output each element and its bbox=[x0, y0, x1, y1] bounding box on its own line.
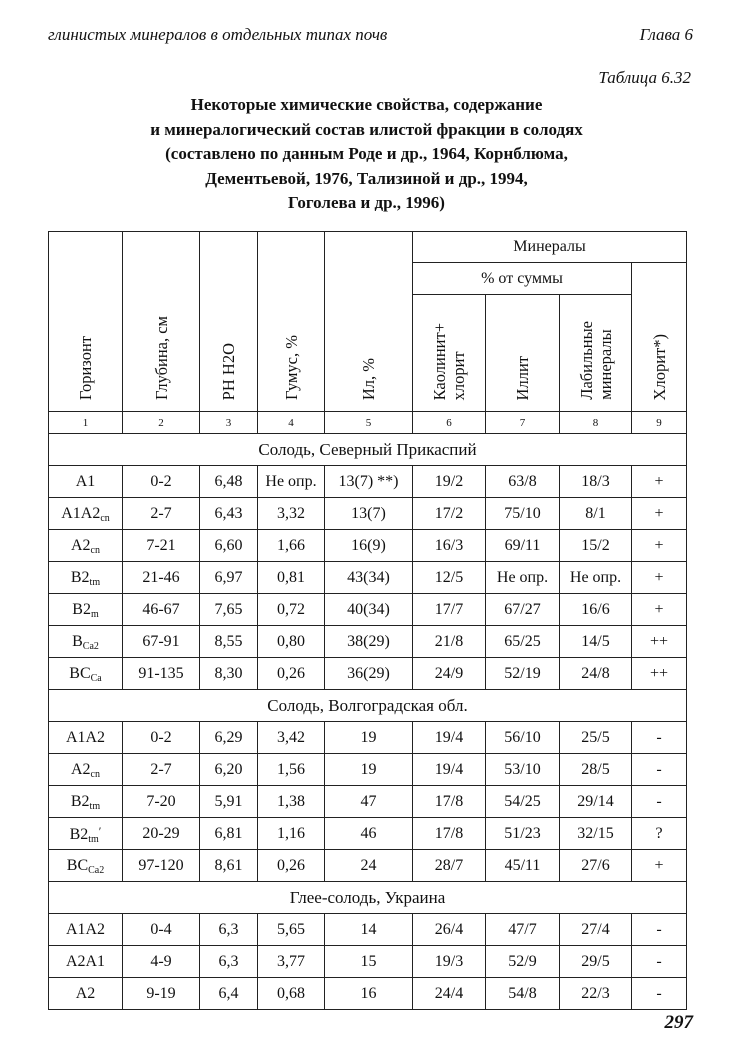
horizon-subscript: Ca2 bbox=[88, 864, 105, 876]
column-number: 4 bbox=[258, 412, 325, 434]
illite-cell: 52/19 bbox=[486, 658, 560, 690]
illite-cell: 75/10 bbox=[486, 498, 560, 530]
labile-cell: 14/5 bbox=[560, 626, 632, 658]
depth-cell: 67-91 bbox=[123, 626, 200, 658]
silt-cell: 15 bbox=[325, 946, 413, 978]
illite-cell: 63/8 bbox=[486, 466, 560, 498]
column-number: 2 bbox=[123, 412, 200, 434]
depth-cell: 9-19 bbox=[123, 978, 200, 1010]
horizon-cell bbox=[49, 754, 123, 786]
horizon-label: A1A2 bbox=[61, 504, 101, 522]
kaolinite-cell: 16/3 bbox=[413, 530, 486, 562]
col-header-kaolinite: Каолинит+ хлорит bbox=[413, 295, 486, 412]
illite-cell: 52/9 bbox=[486, 946, 560, 978]
labile-cell: 25/5 bbox=[560, 722, 632, 754]
column-number: 8 bbox=[560, 412, 632, 434]
table-number: Таблица 6.32 bbox=[598, 68, 691, 87]
depth-cell: 2-7 bbox=[123, 754, 200, 786]
chlorite-cell: + bbox=[632, 850, 687, 882]
horizon-label: A2 bbox=[70, 760, 91, 778]
horizon-label: A1 bbox=[75, 472, 96, 490]
silt-cell: 40(34) bbox=[325, 594, 413, 626]
humus-cell: 1,16 bbox=[258, 818, 325, 850]
humus-cell: 0,80 bbox=[258, 626, 325, 658]
chlorite-cell: + bbox=[632, 530, 687, 562]
horizon-cell bbox=[49, 818, 123, 850]
table-row bbox=[49, 786, 687, 818]
labile-cell: 16/6 bbox=[560, 594, 632, 626]
title-line: Дементьевой, 1976, Тализиной и др., 1994, bbox=[205, 168, 528, 188]
depth-cell: 7-21 bbox=[123, 530, 200, 562]
ph-cell: 6,43 bbox=[200, 498, 258, 530]
kaolinite-cell: 21/8 bbox=[413, 626, 486, 658]
silt-cell: 13(7) bbox=[325, 498, 413, 530]
horizon-label: BC bbox=[66, 856, 89, 874]
horizon-label: A2 bbox=[70, 536, 91, 554]
chlorite-cell: - bbox=[632, 754, 687, 786]
horizon-cell bbox=[49, 850, 123, 882]
table-row bbox=[49, 978, 687, 1010]
chlorite-cell: + bbox=[632, 594, 687, 626]
humus-cell: 0,68 bbox=[258, 978, 325, 1010]
kaolinite-cell: 28/7 bbox=[413, 850, 486, 882]
depth-cell: 4-9 bbox=[123, 946, 200, 978]
chlorite-cell: + bbox=[632, 562, 687, 594]
col-header-chlorite: Хлорит*) bbox=[632, 263, 687, 412]
ph-cell: 7,65 bbox=[200, 594, 258, 626]
horizon-label: B2 bbox=[72, 600, 91, 618]
horizon-cell bbox=[49, 626, 123, 658]
col-header-minerals: Минералы bbox=[413, 232, 687, 263]
silt-cell: 19 bbox=[325, 722, 413, 754]
horizon-subscript: tm bbox=[89, 800, 101, 812]
humus-cell: 0,72 bbox=[258, 594, 325, 626]
illite-cell: 67/27 bbox=[486, 594, 560, 626]
table-row bbox=[49, 498, 687, 530]
kaolinite-cell: 19/4 bbox=[413, 754, 486, 786]
silt-cell: 36(29) bbox=[325, 658, 413, 690]
column-number: 3 bbox=[200, 412, 258, 434]
ph-cell: 6,60 bbox=[200, 530, 258, 562]
illite-cell: 65/25 bbox=[486, 626, 560, 658]
silt-cell: 46 bbox=[325, 818, 413, 850]
kaolinite-cell: 17/7 bbox=[413, 594, 486, 626]
ph-cell: 6,81 bbox=[200, 818, 258, 850]
data-table bbox=[48, 231, 687, 1010]
silt-cell: 47 bbox=[325, 786, 413, 818]
section-row bbox=[49, 690, 687, 722]
running-head-left: глинистых минералов в отдельных типах почв bbox=[48, 25, 388, 44]
table-row bbox=[49, 850, 687, 882]
chlorite-cell: - bbox=[632, 786, 687, 818]
running-head bbox=[48, 22, 693, 48]
horizon-cell bbox=[49, 658, 123, 690]
kaolinite-cell: 24/9 bbox=[413, 658, 486, 690]
labile-cell: 29/5 bbox=[560, 946, 632, 978]
labile-cell: 32/15 bbox=[560, 818, 632, 850]
chlorite-cell: - bbox=[632, 914, 687, 946]
depth-cell: 7-20 bbox=[123, 786, 200, 818]
horizon-cell bbox=[49, 594, 123, 626]
horizon-cell bbox=[49, 562, 123, 594]
horizon-label: BC bbox=[69, 664, 91, 682]
table-row bbox=[49, 658, 687, 690]
humus-cell: 5,65 bbox=[258, 914, 325, 946]
horizon-label: A2A1 bbox=[65, 952, 106, 970]
silt-cell: 43(34) bbox=[325, 562, 413, 594]
horizon-subscript: tm bbox=[88, 833, 99, 845]
humus-cell: 1,66 bbox=[258, 530, 325, 562]
title-line: Гоголева и др., 1996) bbox=[288, 193, 445, 212]
table-row bbox=[49, 626, 687, 658]
depth-cell: 2-7 bbox=[123, 498, 200, 530]
horizon-prime: ′ bbox=[98, 823, 102, 838]
humus-cell: 3,77 bbox=[258, 946, 325, 978]
horizon-label: B2 bbox=[70, 792, 90, 810]
labile-cell: 8/1 bbox=[560, 498, 632, 530]
labile-cell: 27/6 bbox=[560, 850, 632, 882]
horizon-subscript: tm bbox=[89, 576, 101, 588]
silt-cell: 16(9) bbox=[325, 530, 413, 562]
col-header-horizon: Горизонт bbox=[49, 232, 123, 412]
illite-cell: 56/10 bbox=[486, 722, 560, 754]
humus-cell: 3,42 bbox=[258, 722, 325, 754]
column-number: 6 bbox=[413, 412, 486, 434]
page-number: 297 bbox=[664, 1012, 693, 1033]
humus-cell: 3,32 bbox=[258, 498, 325, 530]
table-title bbox=[0, 93, 733, 216]
ph-cell: 6,29 bbox=[200, 722, 258, 754]
table-row bbox=[49, 466, 687, 498]
illite-cell: 45/11 bbox=[486, 850, 560, 882]
chlorite-cell: - bbox=[632, 722, 687, 754]
humus-cell: Не опр. bbox=[258, 466, 325, 498]
horizon-cell bbox=[49, 914, 123, 946]
depth-cell: 20-29 bbox=[123, 818, 200, 850]
chlorite-cell: - bbox=[632, 978, 687, 1010]
horizon-cell bbox=[49, 498, 123, 530]
column-number: 7 bbox=[486, 412, 560, 434]
depth-cell: 91-135 bbox=[123, 658, 200, 690]
kaolinite-cell: 19/3 bbox=[413, 946, 486, 978]
horizon-label: A2 bbox=[75, 984, 96, 1002]
title-line: Некоторые химические свойства, содержание bbox=[190, 95, 543, 114]
kaolinite-cell: 17/2 bbox=[413, 498, 486, 530]
kaolinite-cell: 24/4 bbox=[413, 978, 486, 1010]
illite-cell: 47/7 bbox=[486, 914, 560, 946]
column-number: 5 bbox=[325, 412, 413, 434]
ph-cell: 6,97 bbox=[200, 562, 258, 594]
table-row bbox=[49, 562, 687, 594]
col-header-illite: Иллит bbox=[486, 295, 560, 412]
horizon-subscript: Ca bbox=[90, 672, 102, 684]
horizon-cell bbox=[49, 946, 123, 978]
chlorite-cell: ++ bbox=[632, 626, 687, 658]
section-row bbox=[49, 882, 687, 914]
silt-cell: 19 bbox=[325, 754, 413, 786]
horizon-label: B bbox=[72, 632, 83, 650]
illite-cell: 53/10 bbox=[486, 754, 560, 786]
horizon-subscript: cn bbox=[100, 512, 110, 524]
table-row bbox=[49, 722, 687, 754]
horizon-cell bbox=[49, 466, 123, 498]
ph-cell: 8,61 bbox=[200, 850, 258, 882]
horizon-label: B2 bbox=[69, 825, 89, 843]
horizon-cell bbox=[49, 722, 123, 754]
ph-cell: 6,4 bbox=[200, 978, 258, 1010]
kaolinite-cell: 19/2 bbox=[413, 466, 486, 498]
ph-cell: 5,91 bbox=[200, 786, 258, 818]
labile-cell: 15/2 bbox=[560, 530, 632, 562]
kaolinite-cell: 12/5 bbox=[413, 562, 486, 594]
humus-cell: 1,38 bbox=[258, 786, 325, 818]
depth-cell: 97-120 bbox=[123, 850, 200, 882]
labile-cell: 27/4 bbox=[560, 914, 632, 946]
labile-cell: 24/8 bbox=[560, 658, 632, 690]
horizon-cell bbox=[49, 978, 123, 1010]
depth-cell: 0-2 bbox=[123, 466, 200, 498]
horizon-subscript: cn bbox=[90, 768, 100, 780]
humus-cell: 0,81 bbox=[258, 562, 325, 594]
column-number: 9 bbox=[632, 412, 687, 434]
ph-cell: 8,55 bbox=[200, 626, 258, 658]
table-row bbox=[49, 754, 687, 786]
chlorite-cell: + bbox=[632, 466, 687, 498]
humus-cell: 0,26 bbox=[258, 658, 325, 690]
table-row bbox=[49, 818, 687, 850]
illite-cell: 54/25 bbox=[486, 786, 560, 818]
section-title: Солодь, Северный Прикаспий bbox=[49, 434, 687, 466]
horizon-label: B2 bbox=[70, 568, 90, 586]
horizon-label: A1A2 bbox=[65, 920, 106, 938]
column-numbers-row bbox=[49, 412, 687, 434]
kaolinite-cell: 19/4 bbox=[413, 722, 486, 754]
labile-cell: Не опр. bbox=[560, 562, 632, 594]
kaolinite-cell: 17/8 bbox=[413, 818, 486, 850]
silt-cell: 14 bbox=[325, 914, 413, 946]
section-title: Солодь, Волгоградская обл. bbox=[49, 690, 687, 722]
ph-cell: 6,3 bbox=[200, 914, 258, 946]
horizon-subscript: m bbox=[90, 608, 99, 620]
horizon-cell bbox=[49, 530, 123, 562]
table-row bbox=[49, 946, 687, 978]
humus-cell: 1,56 bbox=[258, 754, 325, 786]
labile-cell: 18/3 bbox=[560, 466, 632, 498]
illite-cell: 69/11 bbox=[486, 530, 560, 562]
horizon-cell bbox=[49, 786, 123, 818]
chlorite-cell: ? bbox=[632, 818, 687, 850]
labile-cell: 22/3 bbox=[560, 978, 632, 1010]
horizon-subscript: cn bbox=[90, 544, 100, 556]
horizon-label: A1A2 bbox=[65, 728, 106, 746]
kaolinite-cell: 17/8 bbox=[413, 786, 486, 818]
ph-cell: 6,48 bbox=[200, 466, 258, 498]
title-line: и минералогический состав илистой фракции в солодях bbox=[150, 119, 583, 139]
silt-cell: 13(7) **) bbox=[325, 466, 413, 498]
depth-cell: 0-4 bbox=[123, 914, 200, 946]
horizon-subscript: Ca2 bbox=[82, 640, 99, 652]
running-head-right: Глава 6 bbox=[639, 25, 693, 44]
depth-cell: 46-67 bbox=[123, 594, 200, 626]
ph-cell: 6,20 bbox=[200, 754, 258, 786]
title-line: (составлено по данным Роде и др., 1964, Корнблюма, bbox=[165, 144, 568, 163]
chlorite-cell: ++ bbox=[632, 658, 687, 690]
column-number: 1 bbox=[49, 412, 123, 434]
silt-cell: 16 bbox=[325, 978, 413, 1010]
humus-cell: 0,26 bbox=[258, 850, 325, 882]
illite-cell: Не опр. bbox=[486, 562, 560, 594]
labile-cell: 28/5 bbox=[560, 754, 632, 786]
illite-cell: 54/8 bbox=[486, 978, 560, 1010]
section-row bbox=[49, 434, 687, 466]
table-row bbox=[49, 530, 687, 562]
chlorite-cell: - bbox=[632, 946, 687, 978]
illite-cell: 51/23 bbox=[486, 818, 560, 850]
depth-cell: 0-2 bbox=[123, 722, 200, 754]
table-row bbox=[49, 914, 687, 946]
depth-cell: 21-46 bbox=[123, 562, 200, 594]
col-header-silt: Ил, % bbox=[325, 232, 413, 412]
ph-cell: 6,3 bbox=[200, 946, 258, 978]
col-header-humus: Гумус, % bbox=[258, 232, 325, 412]
labile-cell: 29/14 bbox=[560, 786, 632, 818]
col-header-pct-of-sum: % от суммы bbox=[413, 263, 632, 295]
col-header-ph: PH H2O bbox=[200, 232, 258, 412]
col-header-depth: Глубина, см bbox=[123, 232, 200, 412]
silt-cell: 24 bbox=[325, 850, 413, 882]
section-title: Глее-солодь, Украина bbox=[49, 882, 687, 914]
chlorite-cell: + bbox=[632, 498, 687, 530]
kaolinite-cell: 26/4 bbox=[413, 914, 486, 946]
col-header-labile: Лабильные минералы bbox=[560, 295, 632, 412]
silt-cell: 38(29) bbox=[325, 626, 413, 658]
table-row bbox=[49, 594, 687, 626]
ph-cell: 8,30 bbox=[200, 658, 258, 690]
